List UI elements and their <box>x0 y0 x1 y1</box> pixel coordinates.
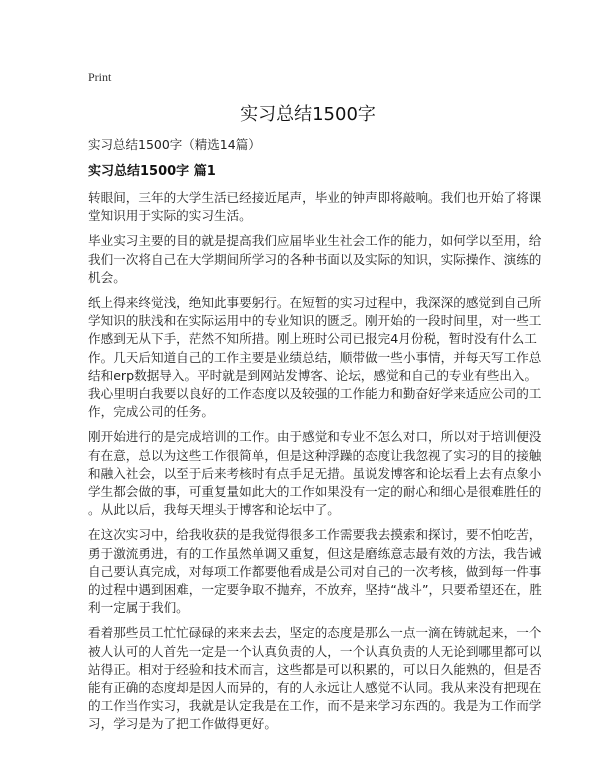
paragraph <box>88 232 542 287</box>
paragraph <box>88 624 542 733</box>
paragraph <box>88 428 542 519</box>
paragraph <box>88 294 542 421</box>
paragraph-line: 转眼间，三年的大学生活已经接近尾声，毕业的钟声即将敲响。我们也开始了将课 <box>88 190 542 205</box>
paragraph-line: 有在意，总以为这些工作很简单，但是这种浮躁的态度让我忽视了实习的目的接触 <box>88 447 542 463</box>
paragraph-line: 我们一次将自己在大学期间所学习的各种书面以及实际的知识，实际操作、演练的 <box>88 251 542 267</box>
paragraph <box>88 526 542 617</box>
paragraph-line: 作。几天后知道自己的工作主要是业绩总结，顺带做一些小事情，并每天写工作总 <box>88 349 542 365</box>
paragraph-line: 毕业实习主要的目的就是提高我们应届毕业生社会工作的能力，如何学以至用，给 <box>88 233 542 249</box>
paragraph-line: 作感到无从下手，茫然不知所措。刚上班时公司已报完4月份税，暂时没有什么工 <box>88 331 537 347</box>
paragraph-line: 能有正确的态度却是因人而异的，有的人永远让人感觉不认同。我从来没有把现在 <box>88 680 542 696</box>
document-subtitle: 实习总结1500字（精选14篇） <box>88 137 261 152</box>
paragraph <box>88 189 542 225</box>
paragraph-line: 和融入社会，以至于后来考核时有点手足无措。虽说发博客和论坛看上去有点象小 <box>88 465 542 481</box>
paragraph-line: 在这次实习中，给我收获的是我觉得很多工作需要我去摸索和探讨，要不怕吃苦， <box>88 527 542 543</box>
document-body <box>88 189 542 734</box>
paragraph-line: 勇于激流勇进，有的工作虽然单调又重复，但这是磨练意志最有效的方法，我告诫 <box>88 545 542 561</box>
section-heading: 实习总结1500字 篇1 <box>88 164 216 179</box>
paragraph-line: 看着那些员工忙忙碌碌的来来去去，坚定的态度是那么一点一滴在铸就起来，一个 <box>88 625 542 641</box>
page-title: 实习总结1500字 <box>240 104 376 125</box>
paragraph-line: 作，完成公司的任务。 <box>88 404 214 420</box>
document-page <box>88 70 542 734</box>
paragraph-line: 结和erp数据导入。平时就是到网站发博客、论坛，感觉和自己的专业有些出入。 <box>88 367 538 383</box>
paragraph-line: 我心里明白我要以良好的工作态度以及较强的工作能力和勤奋好学来适应公司的工 <box>88 386 542 402</box>
paragraph-line: 被人认可的人首先一定是一个认真负责的人，一个认真负责的人无论到哪里都可以 <box>88 643 542 659</box>
paragraph-line: 堂知识用于实际的实习生活。 <box>88 208 252 224</box>
paragraph-line: 利一定属于我们。 <box>88 600 189 616</box>
paragraph-line: 刚开始进行的是完成培训的工作。由于感觉和专业不怎么对口，所以对于培训便没 <box>88 429 542 445</box>
paragraph-line: 的过程中遇到困难，一定要争取不抛弃，不放弃，坚持“战斗”，只要希望还在，胜 <box>88 582 542 598</box>
paragraph-line: 。从此以后，我每天埋头于博客和论坛中了。 <box>88 502 340 518</box>
paragraph-line: 站得正。相对于经验和技术而言，这些都是可以积累的，可以日久能熟的，但是否 <box>88 661 542 677</box>
paragraph-line: 习，学习是为了把工作做得更好。 <box>88 716 277 732</box>
print-link[interactable]: Print <box>88 70 112 84</box>
paragraph-line: 学知识的肤浅和在实际运用中的专业知识的匮乏。刚开始的一段时间里，对一些工 <box>88 313 542 329</box>
paragraph-line: 自己要认真完成，对每项工作都要他看成是公司对自己的一次考核，做到每一件事 <box>88 563 542 579</box>
paragraph-line: 纸上得来终觉浅，绝知此事要躬行。在短暂的实习过程中，我深深的感觉到自己所 <box>88 295 542 311</box>
paragraph-line: 的工作当作实习，我就是认定我是在工作，而不是来学习东西的。我是为工作而学 <box>88 698 542 714</box>
paragraph-line: 机会。 <box>88 269 126 285</box>
paragraph-line: 学生都会做的事，可重复量如此大的工作如果没有一定的耐心和细心是很难胜任的 <box>88 484 542 500</box>
